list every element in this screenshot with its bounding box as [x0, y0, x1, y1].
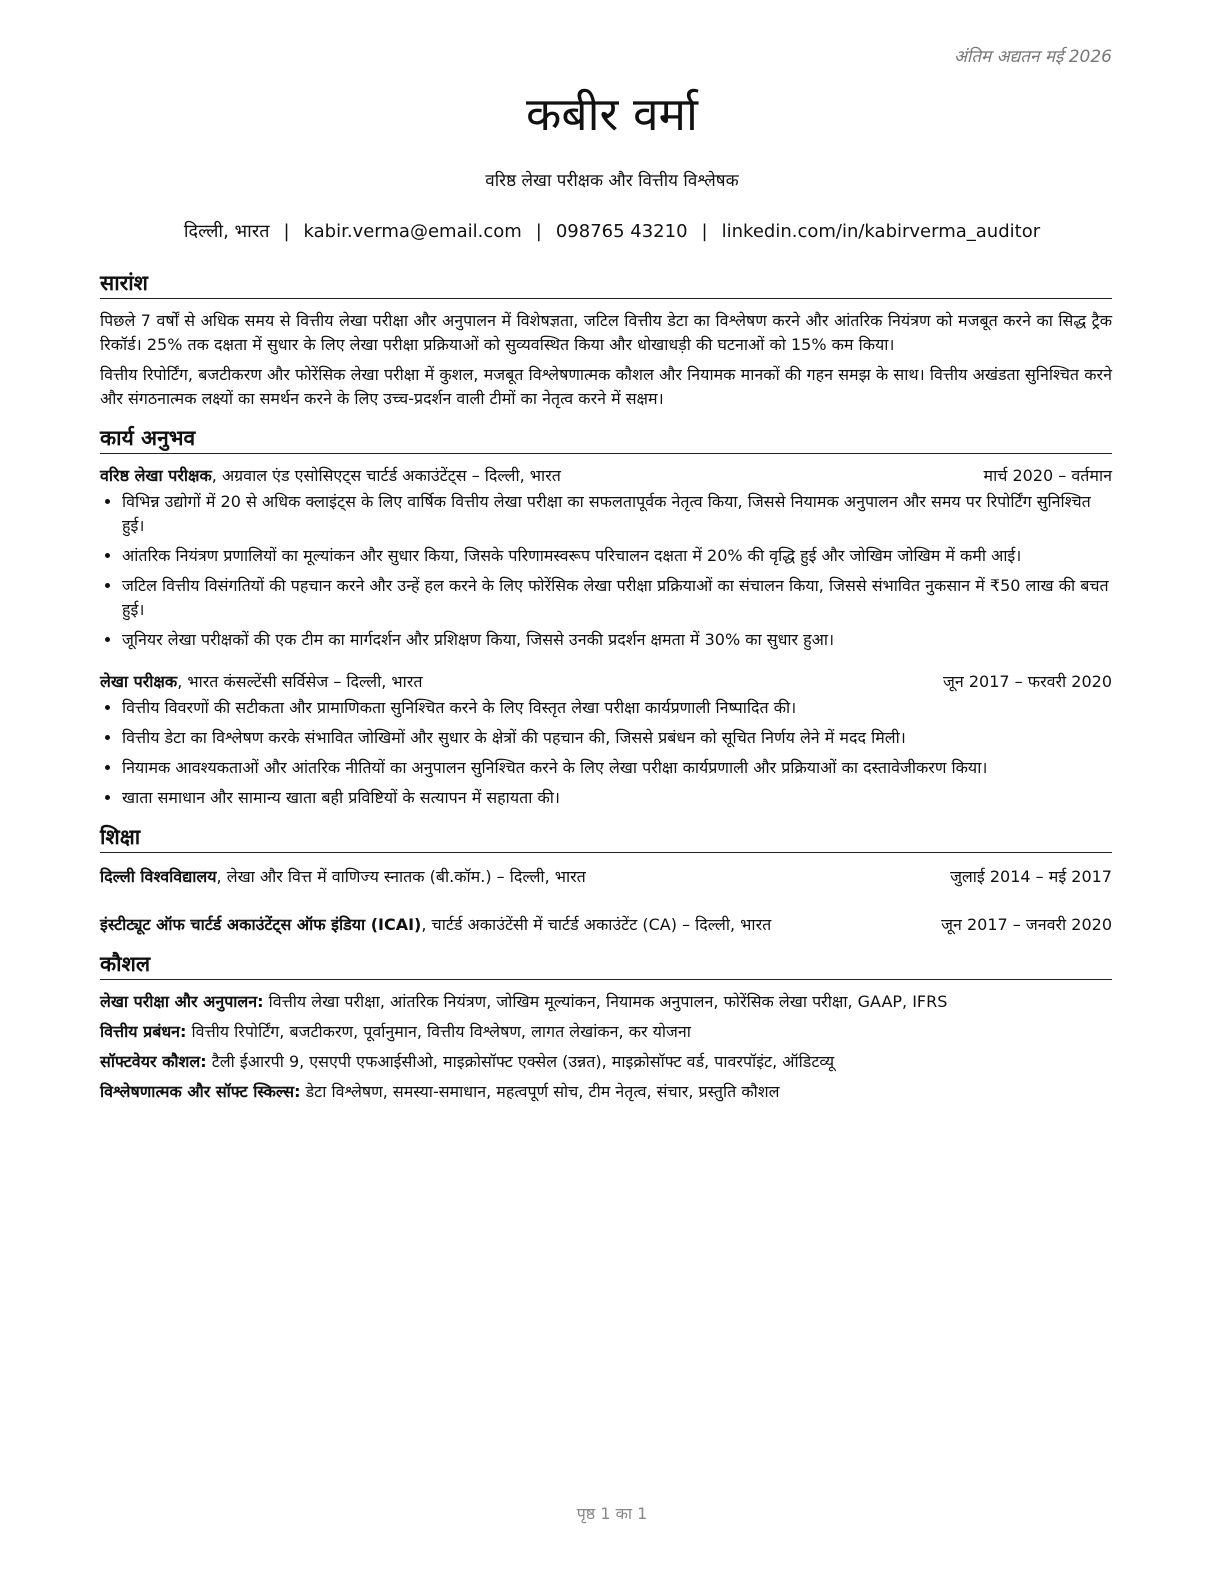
- skill-row: [100, 1080, 1112, 1104]
- education-section: [100, 824, 1112, 937]
- education-entry: [100, 865, 1112, 889]
- list-item: • वित्तीय डेटा का विश्लेषण करके संभावित जोखिमों और सुधार के क्षेत्रों की पहचान की, जिससे प्रबंधन को सूचित निर्णय लेने में मदद मिली।: [122, 726, 1112, 750]
- skill-label: विश्लेषणात्मक और सॉफ्ट स्किल्स:: [100, 1082, 301, 1101]
- section-heading: कार्य अनुभव: [100, 425, 1112, 454]
- contact-linkedin[interactable]: linkedin.com/in/kabirverma_auditor: [721, 221, 1041, 242]
- experience-section: [100, 425, 1112, 810]
- list-item: • विभिन्न उद्योगों में 20 से अधिक क्लाइंट्स के लिए वार्षिक वित्तीय लेखा परीक्षा का सफलतापूर्वक नेतृत्व किया, जिससे नियामक अनुपालन और समय पर रिपोर्टिंग सुनिश्चित हुई।: [122, 490, 1112, 538]
- skill-row: [100, 1020, 1112, 1044]
- job-dates: जून 2017 – फरवरी 2020: [943, 672, 1112, 691]
- skill-value: टैली ईआरपी 9, एसएपी एफआईसीओ, माइक्रोसॉफ्ट एक्सेल (उन्नत), माइक्रोसॉफ्ट वर्ड, पावरपॉइंट, ऑडिटव्यू: [206, 1052, 835, 1071]
- education-detail: , लेखा और वित्त में वाणिज्य स्नातक (बी.कॉम.) – दिल्ली, भारत: [216, 867, 586, 886]
- skill-label: लेखा परीक्षा और अनुपालन:: [100, 992, 264, 1011]
- page-number: पृष्ठ 1 का 1: [576, 1504, 648, 1523]
- skill-value: डेटा विश्लेषण, समस्या-समाधान, महत्वपूर्ण सोच, टीम नेतृत्व, संचार, प्रस्तुति कौशल: [300, 1082, 780, 1101]
- last-updated: अंतिम अद्यतन मई 2026: [953, 47, 1112, 67]
- job-org: , भारत कंसल्टेंसी सर्विसेज – दिल्ली, भारत: [177, 672, 423, 691]
- job-dates: मार्च 2020 – वर्तमान: [983, 466, 1112, 485]
- education-dates: जून 2017 – जनवरी 2020: [941, 915, 1112, 934]
- education-entry: [100, 913, 1112, 937]
- skill-value: वित्तीय रिपोर्टिंग, बजटीकरण, पूर्वानुमान, वित्तीय विश्लेषण, लागत लेखांकन, कर योजना: [186, 1022, 691, 1041]
- contact-phone: 098765 43210: [555, 221, 688, 242]
- section-heading: सारांश: [100, 270, 1112, 299]
- job-role: वरिष्ठ लेखा परीक्षक: [100, 466, 212, 485]
- contact-location: दिल्ली, भारत: [183, 221, 270, 242]
- job-title-line: [100, 670, 422, 694]
- skills-section: [100, 951, 1112, 1104]
- job-bullets: [100, 696, 1112, 810]
- summary-paragraph: वित्तीय रिपोर्टिंग, बजटीकरण और फोरेंसिक लेखा परीक्षा में कुशल, मजबूत विश्लेषणात्मक कौशल और नियामक मानकों की गहन समझ के साथ। वित्तीय अखंडता सुनिश्चित करने और संगठनात्मक लक्ष्यों का समर्थन करने के लिए उच्च-प्रदर्शन वाली टीमों का नेतृत्व करने में सक्षम।: [100, 365, 1112, 408]
- education-institution: इंस्टीट्यूट ऑफ चार्टर्ड अकाउंटेंट्स ऑफ इंडिया (ICAI): [100, 915, 422, 934]
- job-entry: [100, 670, 1112, 810]
- education-title-line: [100, 865, 586, 889]
- separator: |: [535, 221, 542, 242]
- separator: |: [701, 221, 708, 242]
- education-institution: दिल्ली विश्वविद्यालय: [100, 867, 217, 886]
- skill-row: [100, 1050, 1112, 1074]
- list-item: • वित्तीय विवरणों की सटीकता और प्रामाणिकता सुनिश्चित करने के लिए विस्तृत लेखा परीक्षा कार्यप्रणाली निष्पादित की।: [122, 696, 1112, 720]
- list-item: • आंतरिक नियंत्रण प्रणालियों का मूल्यांकन और सुधार किया, जिसके परिणामस्वरूप परिचालन दक्षता में 20% की वृद्धि हुई और जोखिम जोखिम में कमी आई।: [122, 544, 1112, 568]
- resume-body: [100, 270, 1112, 1104]
- job-header: [100, 464, 1112, 488]
- candidate-name: कबीर वर्मा: [526, 87, 698, 141]
- summary-section: [100, 270, 1112, 411]
- education-dates: जुलाई 2014 – मई 2017: [950, 867, 1112, 886]
- skill-label: वित्तीय प्रबंधन:: [100, 1022, 187, 1041]
- job-title: वरिष्ठ लेखा परीक्षक और वित्तीय विश्लेषक: [485, 171, 739, 191]
- job-header: [100, 670, 1112, 694]
- job-title-line: [100, 464, 561, 488]
- skill-row: [100, 990, 1112, 1014]
- skill-value: वित्तीय लेखा परीक्षा, आंतरिक नियंत्रण, जोखिम मूल्यांकन, नियामक अनुपालन, फोरेंसिक लेखा परीक्षा, GAAP, IFRS: [263, 992, 948, 1011]
- job-role: लेखा परीक्षक: [100, 672, 178, 691]
- separator: |: [283, 221, 290, 242]
- job-bullets: [100, 490, 1112, 652]
- contact-line: [0, 219, 1224, 243]
- list-item: • नियामक आवश्यकताओं और आंतरिक नीतियों का अनुपालन सुनिश्चित करने के लिए लेखा परीक्षा कार्यप्रणाली और प्रक्रियाओं का दस्तावेजीकरण किया।: [122, 756, 1112, 780]
- education-title-line: [100, 913, 771, 937]
- summary-paragraph: पिछले 7 वर्षों से अधिक समय से वित्तीय लेखा परीक्षा और अनुपालन में विशेषज्ञता, जटिल वित्तीय डेटा का विश्लेषण करने और आंतरिक नियंत्रण को मजबूत करने का सिद्ध ट्रैक रिकॉर्ड। 25% तक दक्षता में सुधार के लिए लेखा परीक्षा प्रक्रियाओं को सुव्यवस्थित किया और धोखाधड़ी की घटनाओं को 15% कम किया।: [100, 311, 1112, 354]
- job-entry: [100, 464, 1112, 652]
- list-item: • जूनियर लेखा परीक्षकों की एक टीम का मार्गदर्शन और प्रशिक्षण किया, जिससे उनकी प्रदर्शन क्षमता में 30% का सुधार हुआ।: [122, 628, 1112, 652]
- section-heading: शिक्षा: [100, 824, 1112, 853]
- section-heading: कौशल: [100, 951, 1112, 980]
- skill-label: सॉफ्टवेयर कौशल:: [100, 1052, 207, 1071]
- contact-email[interactable]: kabir.verma@email.com: [303, 221, 522, 242]
- list-item: • खाता समाधान और सामान्य खाता बही प्रविष्टियों के सत्यापन में सहायता की।: [122, 786, 1112, 810]
- job-org: , अग्रवाल एंड एसोसिएट्स चार्टर्ड अकाउंटेंट्स – दिल्ली, भारत: [211, 466, 561, 485]
- education-detail: , चार्टर्ड अकाउंटेंसी में चार्टर्ड अकाउंटेंट (CA) – दिल्ली, भारत: [421, 915, 772, 934]
- list-item: • जटिल वित्तीय विसंगतियों की पहचान करने और उन्हें हल करने के लिए फोरेंसिक लेखा परीक्षा प्रक्रियाओं का संचालन किया, जिससे संभावित नुकसान में ₹50 लाख की बचत हुई।: [122, 574, 1112, 622]
